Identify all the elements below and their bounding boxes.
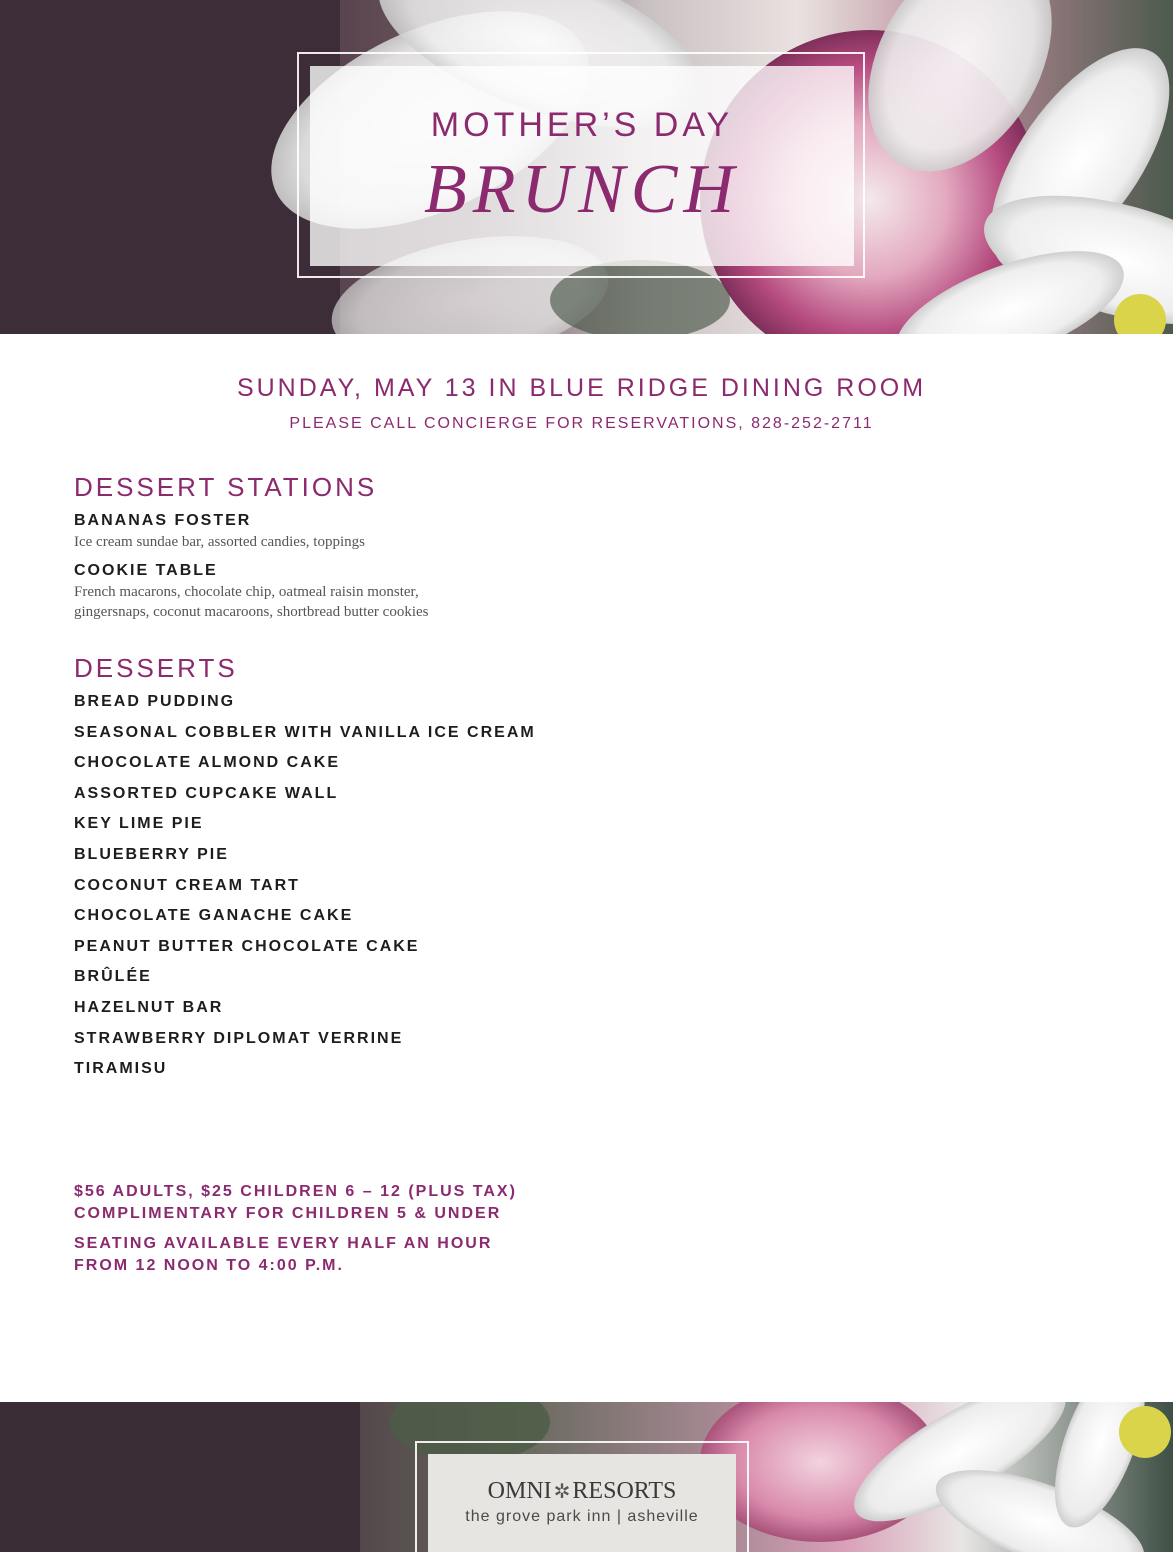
omni-resorts-logo [428,1478,736,1505]
price-adults-children: $56 ADULTS, $25 CHILDREN 6 – 12 (PLUS TAX) [74,1183,517,1200]
logo-brand-left: OMNI [487,1478,552,1504]
list-item: ASSORTED CUPCAKE WALL [74,784,339,802]
title-box [310,66,854,266]
event-date-location: SUNDAY, MAY 13 IN BLUE RIDGE DINING ROOM [236,374,927,402]
seating-availability: SEATING AVAILABLE EVERY HALF AN HOUR [74,1235,493,1252]
section-heading-desserts: DESSERTS [74,653,238,683]
seating-hours: FROM 12 NOON TO 4:00 P.M. [74,1257,344,1274]
title-mothers-day: MOTHER’S DAY [430,106,734,144]
list-item: BRÛLÉE [74,968,152,986]
list-item: SEASONAL COBBLER WITH VANILLA ICE CREAM [74,723,536,741]
header-banner [0,0,1173,334]
list-item: TIRAMISU [74,1060,168,1078]
list-item: CHOCOLATE ALMOND CAKE [74,754,340,772]
omni-tree-icon: ✲ [553,1481,571,1503]
list-item: CHOCOLATE GANACHE CAKE [74,907,354,925]
list-item: KEY LIME PIE [74,815,204,833]
list-item: COCONUT CREAM TART [74,876,300,894]
station-description-line: French macarons, chocolate chip, oatmeal raisin monster, [74,584,419,600]
station-name: BANANAS FOSTER [74,512,252,529]
dessert-list [74,693,536,1091]
station-description [74,532,594,552]
list-item: BLUEBERRY PIE [74,845,229,863]
logo-brand-right: RESORTS [572,1478,677,1504]
logo-box [428,1454,736,1552]
station-description-line: Ice cream sundae bar, assorted candies, toppings [74,534,365,550]
reservation-info: PLEASE CALL CONCIERGE FOR RESERVATIONS, 828-252-2711 [289,415,874,432]
section-heading-dessert-stations: DESSERT STATIONS [74,472,378,502]
title-brunch: BRUNCH [424,151,740,228]
list-item: STRAWBERRY DIPLOMAT VERRINE [74,1029,404,1047]
list-item: HAZELNUT BAR [74,998,224,1016]
logo-subtitle: the grove park inn | asheville [465,1508,699,1525]
footer-banner [0,1402,1173,1552]
list-item: BREAD PUDDING [74,693,236,710]
station-name: COOKIE TABLE [74,562,218,579]
price-complimentary: COMPLIMENTARY FOR CHILDREN 5 & UNDER [74,1205,502,1222]
list-item: PEANUT BUTTER CHOCOLATE CAKE [74,937,420,955]
station-description-line: gingersnaps, coconut macaroons, shortbread butter cookies [74,604,429,620]
station-description [74,582,594,622]
